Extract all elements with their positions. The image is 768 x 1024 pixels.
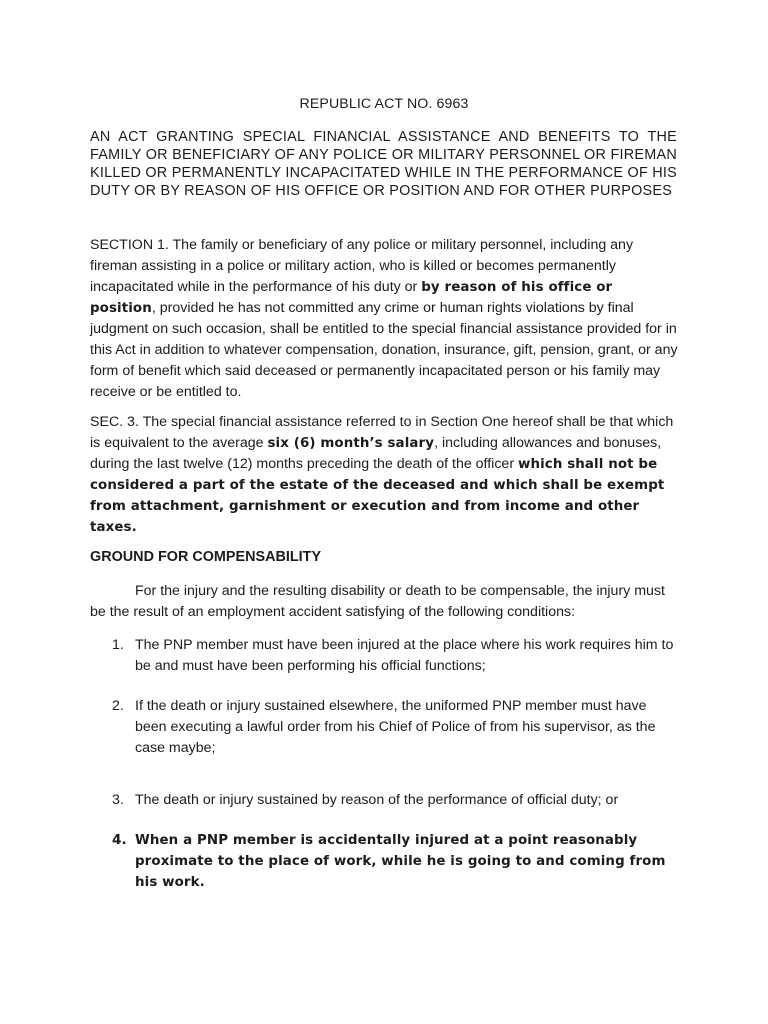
condition-text: When a PNP member is accidentally injured at a point reasonably proximate to the place of work, while he is going to and coming from his work. xyxy=(135,833,666,890)
section-3-bold-exemption: which shall not be considered a part of the estate of the deceased and which shall be exempt from attachment, garnishment or execution and from income and other taxes. xyxy=(90,457,665,535)
section-1-bold-phrase: by reason of his office or position xyxy=(90,280,613,316)
section-3-text-b: , including allowances and bonuses, during the last twelve (12) months preceding the death of the officer xyxy=(90,435,662,472)
condition-number: 4. xyxy=(112,832,127,848)
section-3-bold-salary: six (6) month’s salary xyxy=(267,436,435,451)
condition-text: The PNP member must have been injured at the place where his work requires him to be and must have been performing his official functions; xyxy=(135,637,674,674)
section-1-paragraph xyxy=(90,235,679,403)
document-title: REPUBLIC ACT NO. 6963 xyxy=(299,96,469,112)
condition-number: 2. xyxy=(112,698,124,714)
condition-number: 3. xyxy=(112,792,124,808)
ground-intro xyxy=(90,581,680,623)
condition-text: The death or injury sustained by reason of the performance of official duty; or xyxy=(135,792,619,808)
section-1-text-b: , provided he has not committed any crime or human rights violations by final judgment on such occasion, shall be entitled to the special financial assistance provided for in this Act in addition to whatever compensation, donation, insurance, gift, pension, grant, or any form of benefit which said deceased or permanently incapacitated person or his family may receive or be entitled to. xyxy=(90,300,678,400)
act-long-title: AN ACT GRANTING SPECIAL FINANCIAL ASSISTANCE AND BENEFITS TO THE FAMILY OR BENEFICIARY OF ANY POLICE OR MILITARY PERSONNEL OR FIREMAN KILLED OR PERMANENTLY INCAPACITATED WHILE IN THE PERFORMANCE OF HIS DUTY OR BY REASON OF HIS OFFICE OR POSITION AND FOR OTHER PURPOSES xyxy=(90,129,677,199)
condition-number: 1. xyxy=(112,637,124,653)
ground-intro-text: For the injury and the resulting disability or death to be compensable, the injury must be the result of an employment accident satisfying of the following conditions: xyxy=(90,583,665,620)
section-3-paragraph xyxy=(90,412,679,538)
ground-heading: GROUND FOR COMPENSABILITY xyxy=(90,549,322,565)
condition-text: If the death or injury sustained elsewhere, the uniformed PNP member must have been executing a lawful order from his Chief of Police of from his supervisor, as the case maybe; xyxy=(135,698,656,756)
section-1-text-a: SECTION 1. The family or beneficiary of any police or military personnel, including any fireman assisting in a police or military action, who is killed or becomes permanently incapacitated while in the performance of his duty or xyxy=(90,237,634,295)
section-3-text-a: SEC. 3. The special financial assistance referred to in Section One hereof shall be that which is equivalent to the average xyxy=(90,414,674,451)
